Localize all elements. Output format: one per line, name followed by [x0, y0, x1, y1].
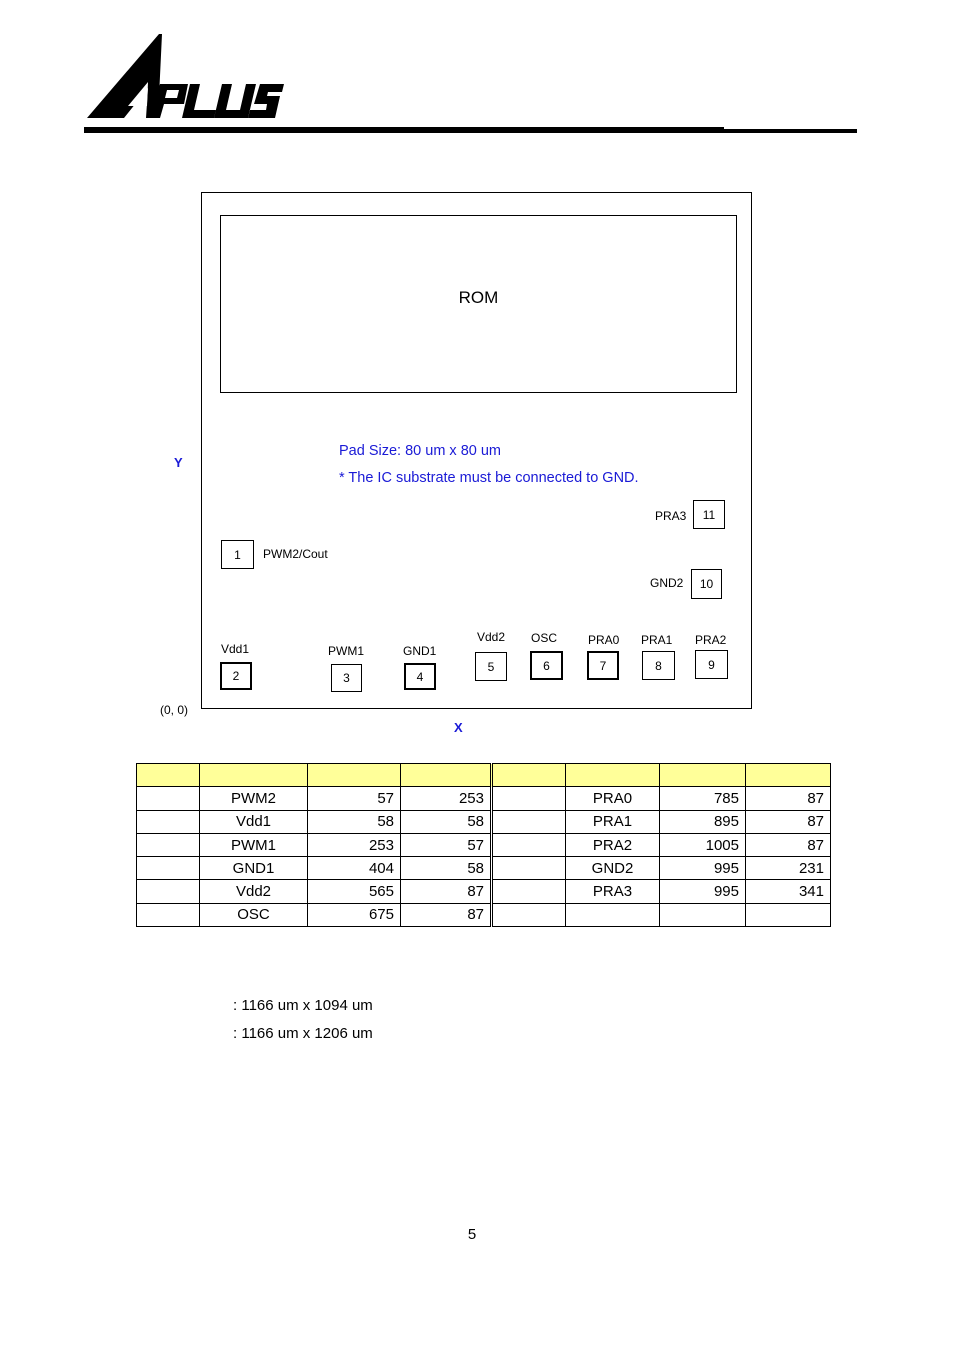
- y-axis-label: Y: [174, 455, 183, 470]
- chip-size-line-2: : 1166 um x 1206 um: [233, 1025, 373, 1042]
- aplus-logo: [84, 32, 284, 124]
- cell-y: 253: [401, 787, 492, 810]
- cell-x: 675: [308, 903, 401, 926]
- table-row: [137, 787, 831, 810]
- cell-name: PWM2: [200, 787, 308, 810]
- pad-3-label: PWM1: [328, 644, 364, 658]
- cell-name: Vdd2: [200, 880, 308, 903]
- pad-4: 4: [404, 663, 436, 690]
- pad-11: 11: [693, 500, 725, 529]
- cell-y: 87: [746, 833, 831, 856]
- cell-name: PRA1: [566, 810, 660, 833]
- pad-7: 7: [587, 651, 619, 680]
- pad-10-label: GND2: [650, 576, 684, 590]
- header-rule-thick: [84, 129, 857, 133]
- cell-name: GND2: [566, 857, 660, 880]
- pad-5: 5: [475, 652, 507, 681]
- origin-label: (0, 0): [160, 703, 189, 717]
- pad-9-label: PRA2: [695, 633, 727, 647]
- pad-4-label: GND1: [403, 644, 437, 658]
- cell-x: 995: [660, 880, 746, 903]
- pad-9: 9: [695, 650, 728, 679]
- cell-y: 87: [746, 787, 831, 810]
- cell-name: PRA0: [566, 787, 660, 810]
- pad-size-note: Pad Size: 80 um x 80 um: [339, 443, 501, 459]
- cell-name: PRA2: [566, 833, 660, 856]
- cell-name: PWM1: [200, 833, 308, 856]
- cell-x: 58: [308, 810, 401, 833]
- pad-6: 6: [530, 651, 563, 680]
- chip-size-line-1: : 1166 um x 1094 um: [233, 997, 373, 1014]
- cell-y: 87: [401, 880, 492, 903]
- pad-8-label: PRA1: [641, 633, 673, 647]
- pad-5-label: Vdd2: [477, 630, 506, 644]
- x-axis-label: X: [454, 720, 463, 735]
- pad-10: 10: [691, 569, 722, 599]
- cell-y: 341: [746, 880, 831, 903]
- page-number: 5: [467, 1226, 477, 1243]
- cell-name: PRA3: [566, 880, 660, 903]
- cell-x: 565: [308, 880, 401, 903]
- cell-x: 404: [308, 857, 401, 880]
- cell-x: 57: [308, 787, 401, 810]
- cell-y: [746, 903, 831, 926]
- cell-x: [660, 903, 746, 926]
- cell-x: 1005: [660, 833, 746, 856]
- pad-8: 8: [642, 651, 675, 680]
- cell-x: 253: [308, 833, 401, 856]
- pad-11-label: PRA3: [655, 509, 687, 523]
- cell-y: 57: [401, 833, 492, 856]
- table-header-row: [137, 764, 831, 787]
- cell-y: 231: [746, 857, 831, 880]
- substrate-note: * The IC substrate must be connected to GND.: [339, 470, 639, 486]
- pad-2: 2: [220, 662, 252, 690]
- rom-label: ROM: [458, 288, 499, 307]
- cell-y: 58: [401, 810, 492, 833]
- cell-y: 87: [746, 810, 831, 833]
- cell-y: 58: [401, 857, 492, 880]
- pad-3: 3: [331, 664, 362, 692]
- table-row: [137, 903, 831, 926]
- cell-y: 87: [401, 903, 492, 926]
- pad-coordinate-table: [136, 763, 831, 927]
- pad-7-label: PRA0: [588, 633, 620, 647]
- table-row: [137, 833, 831, 856]
- cell-name: GND1: [200, 857, 308, 880]
- cell-x: 785: [660, 787, 746, 810]
- cell-name: OSC: [200, 903, 308, 926]
- cell-name: Vdd1: [200, 810, 308, 833]
- pad-1: 1: [221, 540, 254, 569]
- table-row: [137, 857, 831, 880]
- cell-name: [566, 903, 660, 926]
- cell-x: 995: [660, 857, 746, 880]
- cell-x: 895: [660, 810, 746, 833]
- pad-2-label: Vdd1: [221, 642, 250, 656]
- table-row: [137, 810, 831, 833]
- table-row: [137, 880, 831, 903]
- pad-1-label: PWM2/Cout: [263, 547, 328, 561]
- pad-6-label: OSC: [531, 631, 558, 645]
